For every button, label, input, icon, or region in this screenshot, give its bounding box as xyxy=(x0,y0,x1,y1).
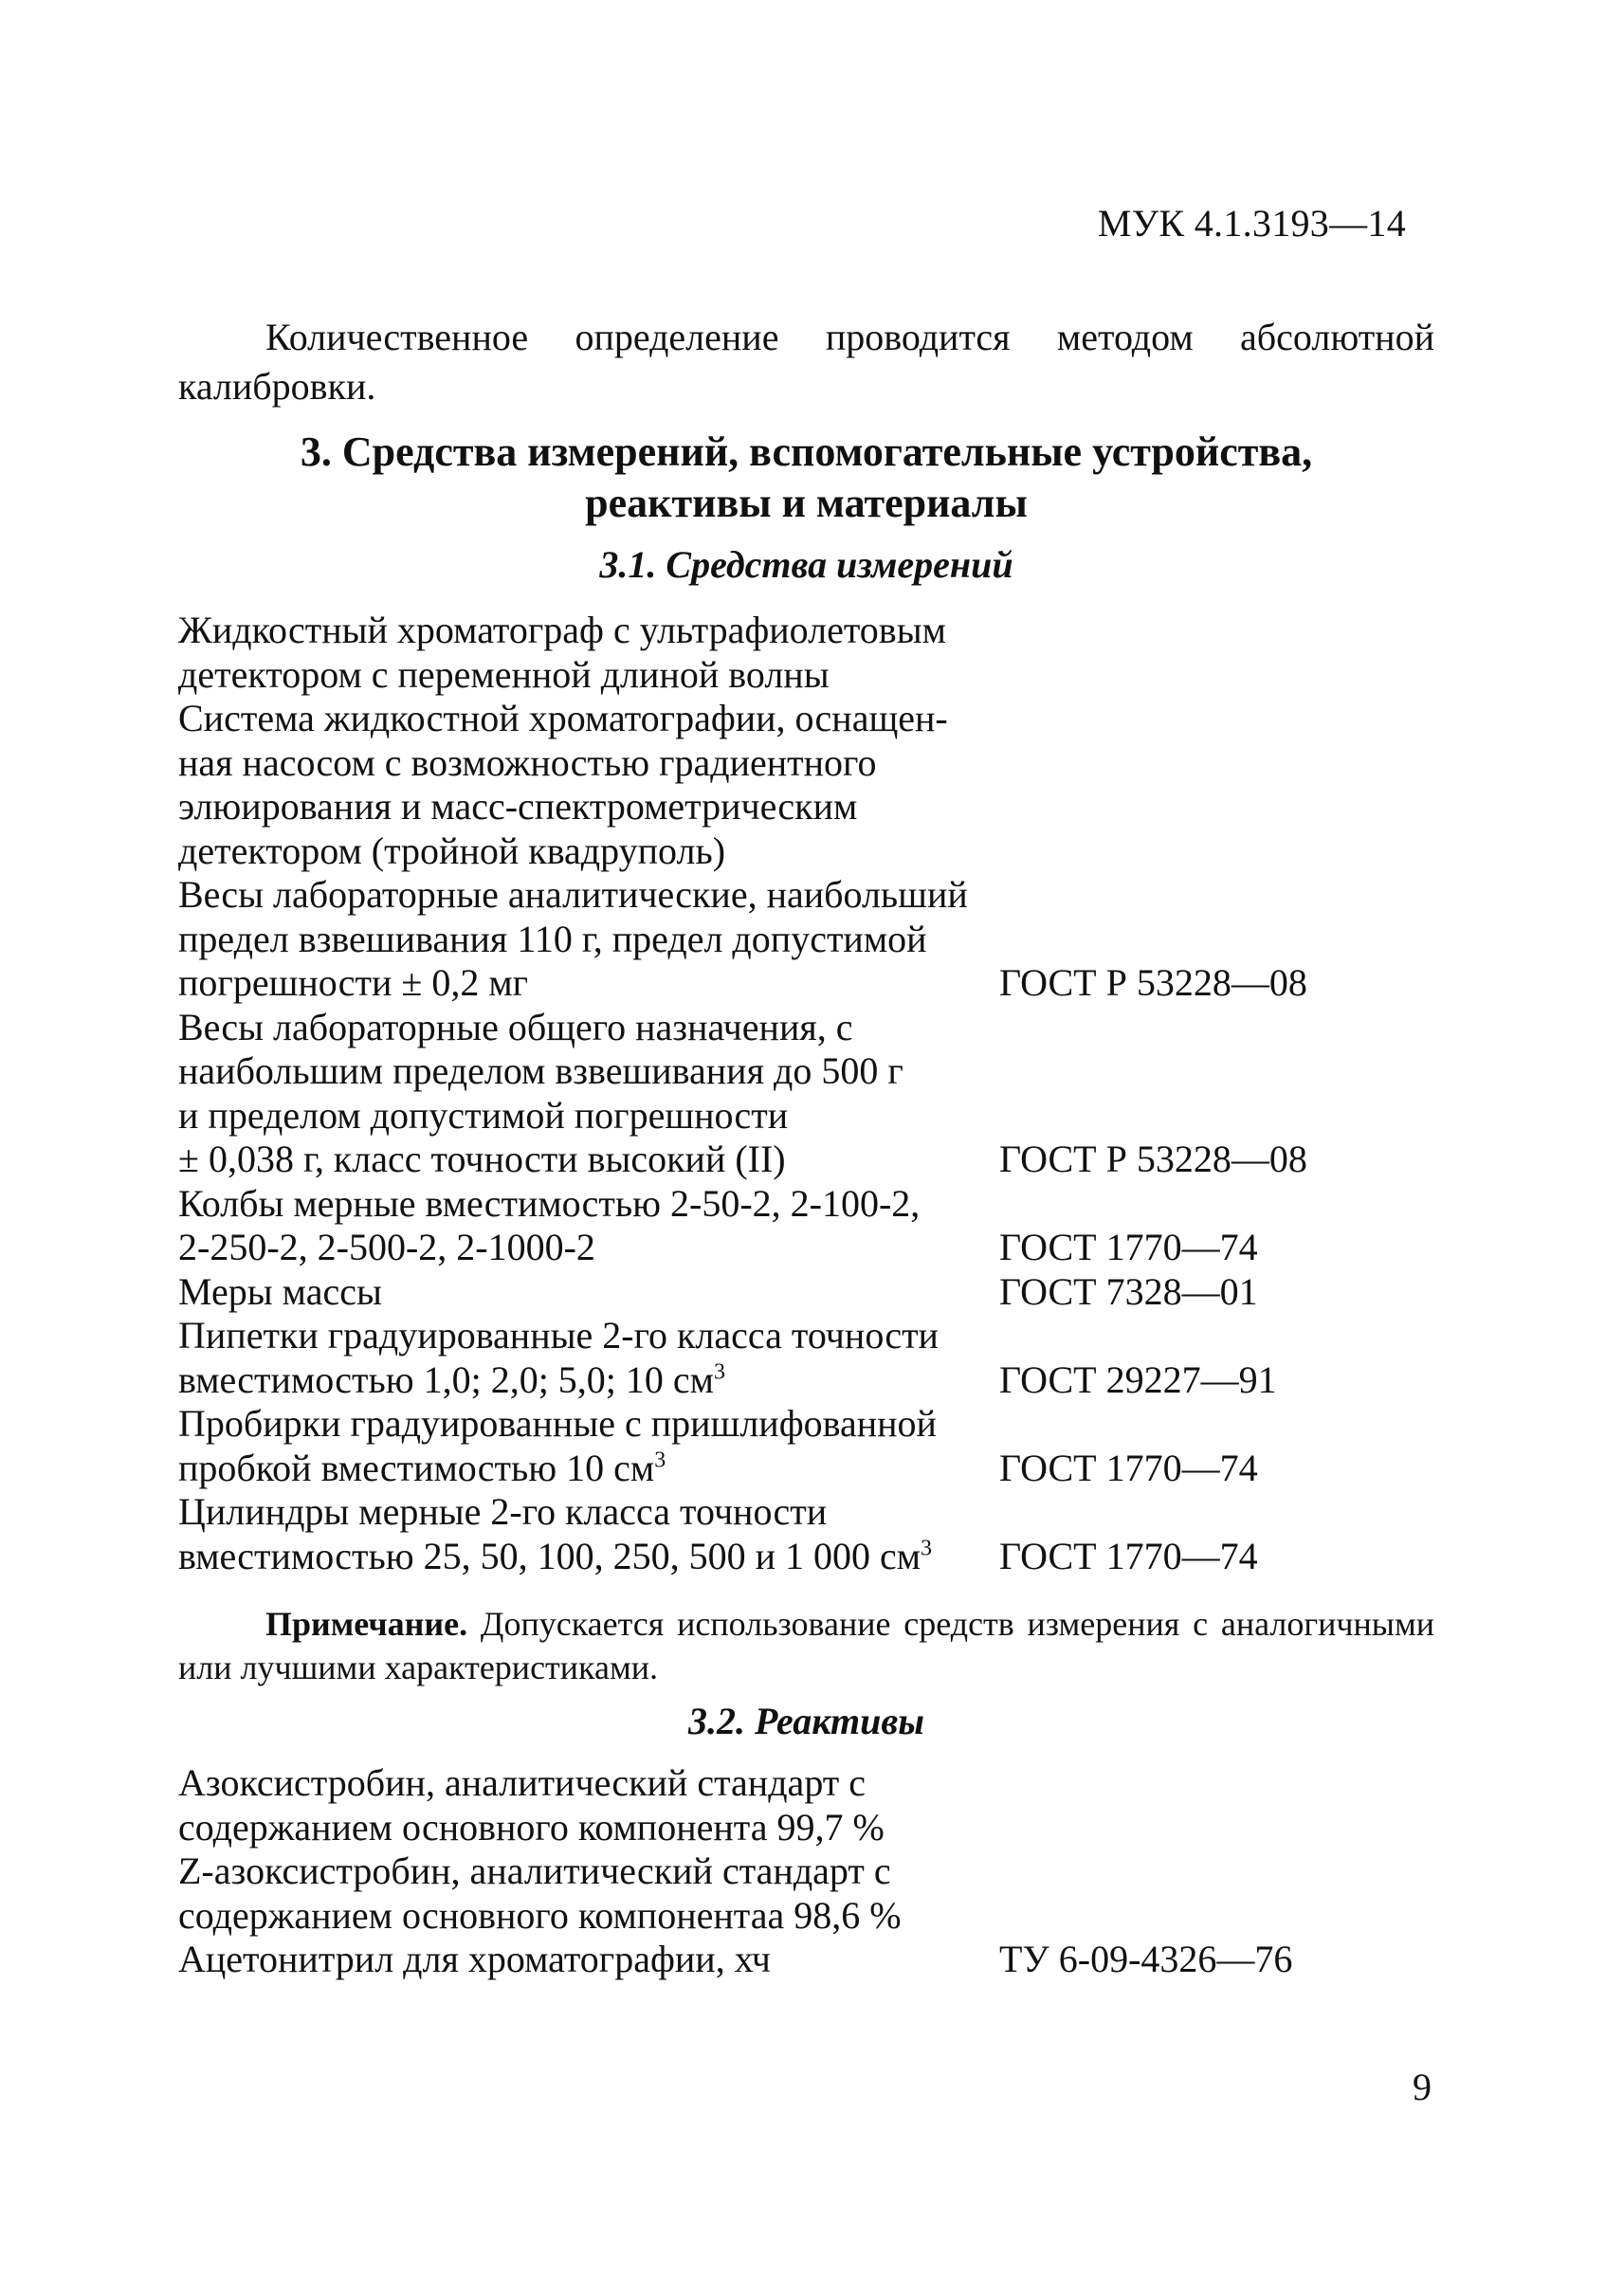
measures-list xyxy=(178,609,1420,1578)
measures-item xyxy=(178,1006,1420,1182)
item-standard: ГОСТ 29227—91 xyxy=(999,1357,1277,1401)
item-description: Весы лабораторные общего назначения, с наибольшим пределом взвешивания до 500 г и пределом допустимой погрешности ± 0,038 г, класс точности высокий (II) xyxy=(178,1005,903,1180)
intro-paragraph: Количественное определение проводится методом абсолютной калибровки. xyxy=(178,316,1434,408)
note-paragraph xyxy=(178,1602,1434,1689)
subsection-3-1-title: 3.1. Средства измерений xyxy=(599,543,1013,586)
item-standard: ГОСТ 1770—74 xyxy=(999,1534,1258,1577)
item-description: Система жидкостной хроматографии, оснащен- ная насосом с возможностью градиентного элюирования и масс-спектрометрическим детектором (тройной квадруполь) xyxy=(178,697,948,872)
measures-item xyxy=(178,1490,1420,1578)
item-standard: ТУ 6-09-4326—76 xyxy=(999,1938,1293,1980)
item-description-text: Пробирки градуированные с пришлифованной пробкой вместимостью 10 см xyxy=(178,1402,937,1489)
item-standard: ГОСТ 7328—01 xyxy=(999,1269,1258,1313)
document-code: МУК 4.1.3193—14 xyxy=(1097,202,1406,245)
item-description: Ацетонитрил для хроматографии, хч xyxy=(178,1938,771,1980)
item-description xyxy=(178,1314,999,1402)
item-description xyxy=(178,1490,999,1578)
item-standard: ГОСТ 1770—74 xyxy=(999,1226,1258,1268)
item-description-text: Цилиндры мерные 2-го класса точности вместимостью 25, 50, 100, 250, 500 и 1 000 см xyxy=(178,1490,921,1577)
item-description-text: Пипетки градуированные 2-го класса точности вместимостью 1,0; 2,0; 5,0; 10 см xyxy=(178,1314,939,1401)
item-standard: ГОСТ Р 53228—08 xyxy=(999,961,1307,1004)
measures-item xyxy=(178,873,1420,1006)
item-description: Жидкостный хроматограф с ультрафиолетовым детектором с переменной длиной волны xyxy=(178,609,946,696)
superscript: 3 xyxy=(654,1448,666,1473)
section-3-title-line1: 3. Средства измерений, вспомогательные устройства, xyxy=(300,428,1313,475)
note-text: Допускается использование средств измерения с аналогичными или лучшими характеристиками. xyxy=(178,1605,1434,1686)
section-3-title-line2: реактивы и материалы xyxy=(585,480,1028,526)
subsection-3-2-title: 3.2. Реактивы xyxy=(688,1700,924,1742)
measures-item xyxy=(178,1182,1420,1270)
reagents-item xyxy=(178,1938,1420,1982)
item-standard: ГОСТ Р 53228—08 xyxy=(999,1138,1307,1180)
measures-item xyxy=(178,1270,1420,1315)
item-description: Колбы мерные вместимостью 2-50-2, 2-100-2, 2-250-2, 2-500-2, 2-1000-2 xyxy=(178,1181,921,1268)
page-number: 9 xyxy=(1413,2066,1432,2108)
item-standard: ГОСТ 1770—74 xyxy=(999,1446,1258,1489)
measures-item xyxy=(178,609,1420,697)
item-description: Весы лабораторные аналитические, наибольший предел взвешивания 110 г, предел допустимой погрешности ± 0,2 мг xyxy=(178,873,968,1004)
measures-item xyxy=(178,697,1420,873)
superscript: 3 xyxy=(713,1359,725,1385)
reagents-item xyxy=(178,1849,1420,1938)
item-description: Меры массы xyxy=(178,1269,382,1313)
reagents-list xyxy=(178,1761,1420,1982)
measures-item xyxy=(178,1402,1420,1490)
item-description: Азоксистробин, аналитический стандарт с содержанием основного компонента 99,7 % xyxy=(178,1761,885,1849)
measures-item xyxy=(178,1314,1420,1402)
section-3-title xyxy=(178,427,1434,529)
item-description: Z-азоксистробин, аналитический стандарт с содержанием основного компонентаа 98,6 % xyxy=(178,1849,902,1937)
item-description xyxy=(178,1402,999,1490)
reagents-item xyxy=(178,1761,1420,1849)
note-label: Примечание. xyxy=(265,1605,468,1643)
superscript: 3 xyxy=(921,1536,933,1561)
